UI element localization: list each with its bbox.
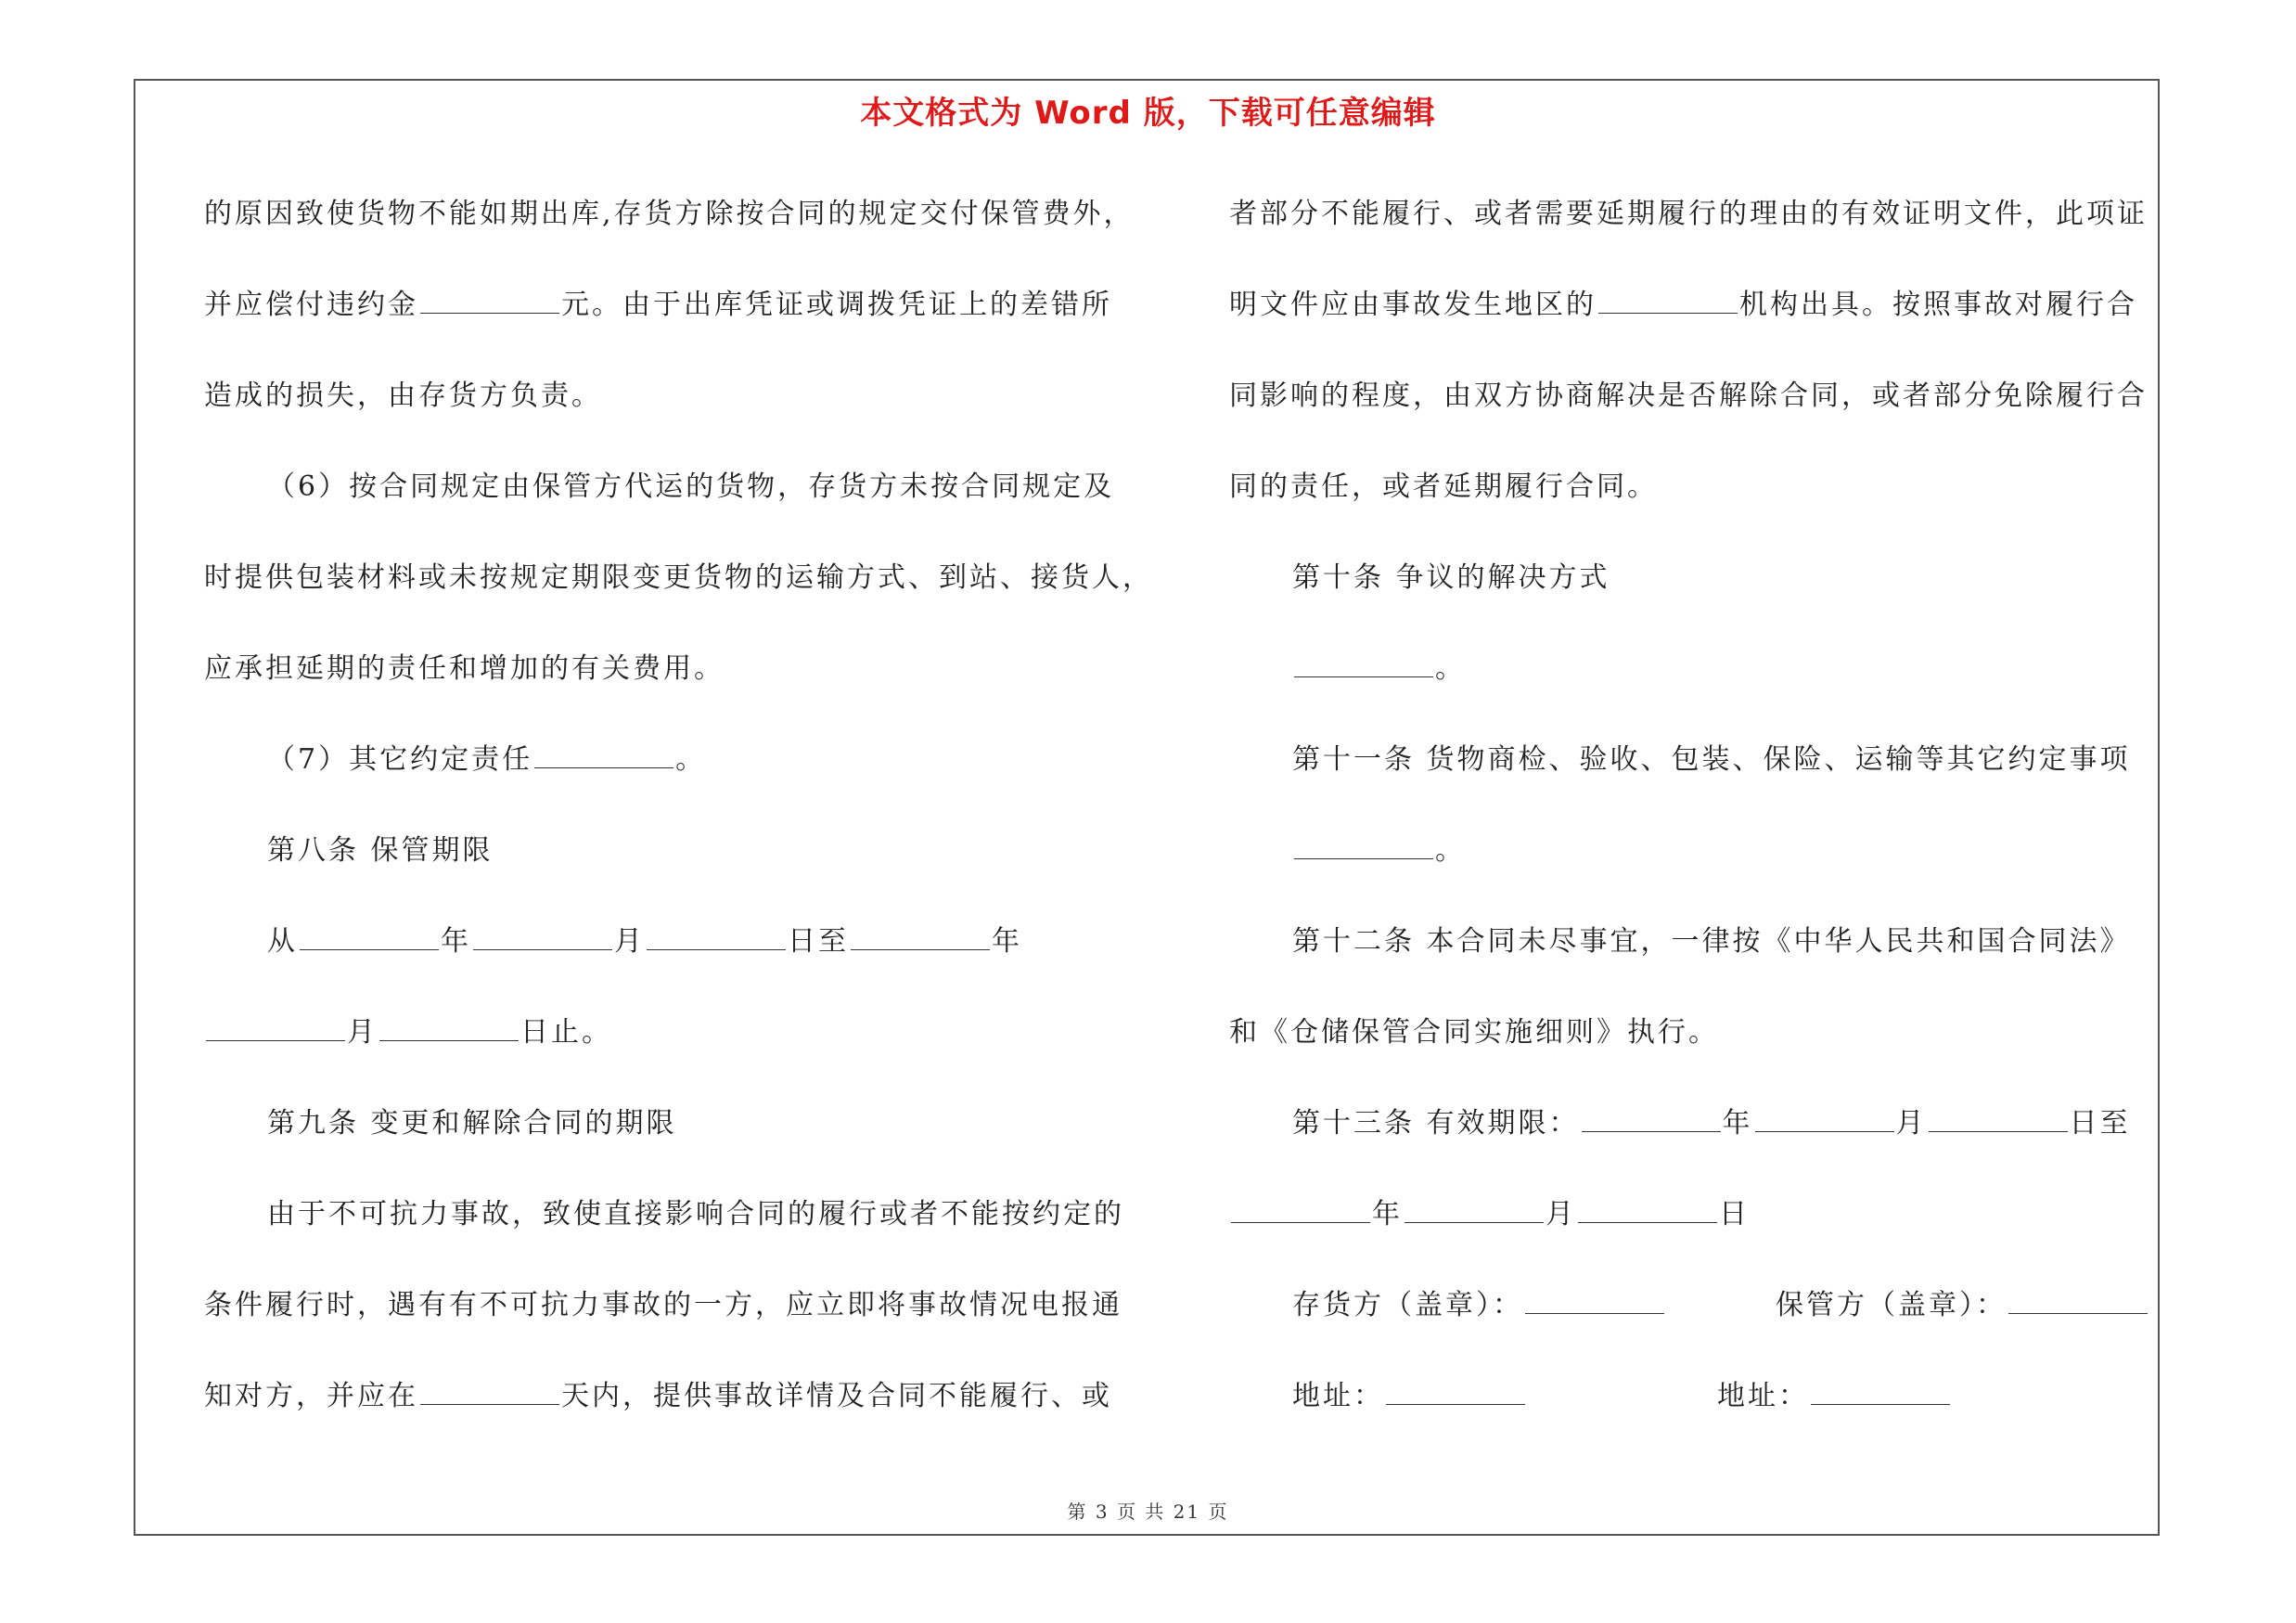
text-segment: 年 bbox=[992, 925, 1022, 958]
text-segment: 从 bbox=[267, 925, 298, 958]
signature-row bbox=[1229, 1272, 2157, 1363]
fill-in-blank[interactable] bbox=[379, 1020, 519, 1041]
fill-in-blank[interactable] bbox=[1929, 1111, 2068, 1132]
text-line bbox=[204, 727, 1169, 818]
text-segment: 和《仓储保管合同实施细则》执行。 bbox=[1229, 1016, 1719, 1049]
address-row bbox=[1229, 1363, 2157, 1454]
text-line bbox=[204, 1272, 1169, 1363]
fill-in-blank[interactable] bbox=[851, 929, 990, 950]
custodian-address bbox=[1717, 1363, 1952, 1454]
text-line bbox=[1229, 1181, 2157, 1272]
fill-in-blank[interactable] bbox=[420, 1384, 559, 1405]
text-segment: 第九条 变更和解除合同的期限 bbox=[267, 1107, 677, 1140]
text-segment: 第十一条 货物商检、验收、包装、保险、运输等其它约定事项 bbox=[1292, 743, 2131, 776]
fill-in-blank[interactable] bbox=[300, 929, 439, 950]
fill-in-blank[interactable] bbox=[647, 929, 786, 950]
text-segment: 者部分不能履行、或者需要延期履行的理由的有效证明文件，此项证 bbox=[1229, 198, 2148, 230]
text-segment: 日至 bbox=[2069, 1107, 2131, 1140]
right-column bbox=[1229, 181, 2157, 1454]
text-segment: （7）其它约定责任 bbox=[267, 743, 533, 776]
fill-in-blank[interactable] bbox=[534, 747, 673, 768]
address-label: 地址： bbox=[1292, 1380, 1384, 1412]
text-line bbox=[204, 908, 1169, 999]
text-segment: 日 bbox=[1719, 1198, 1750, 1230]
text-segment: 年 bbox=[1722, 1107, 1753, 1140]
fill-in-blank[interactable] bbox=[1294, 838, 1433, 859]
fill-in-blank[interactable] bbox=[1578, 1202, 1717, 1223]
text-segment: （6）按合同规定由保管方代运的货物，存货方未按合同规定及 bbox=[267, 470, 1115, 503]
text-line bbox=[204, 272, 1169, 363]
text-segment: 第八条 保管期限 bbox=[267, 834, 494, 867]
text-segment: 月 bbox=[1546, 1198, 1576, 1230]
text-segment: 元。由于出库凭证或调拨凭证上的差错所 bbox=[561, 289, 1112, 321]
text-line bbox=[1229, 181, 2157, 272]
text-line bbox=[204, 363, 1169, 454]
text-segment: 条件履行时，遇有有不可抗力事故的一方，应立即将事故情况电报通 bbox=[204, 1289, 1122, 1321]
text-line bbox=[1229, 818, 2157, 908]
text-segment: 。 bbox=[1435, 652, 1466, 685]
text-segment: 同的责任，或者延期履行合同。 bbox=[1229, 470, 1658, 503]
fill-in-blank[interactable] bbox=[1405, 1202, 1544, 1223]
text-line bbox=[204, 1363, 1169, 1454]
text-segment: 第十条 争议的解决方式 bbox=[1292, 561, 1610, 594]
text-line bbox=[204, 1181, 1169, 1272]
text-segment: 。 bbox=[675, 743, 707, 776]
custodian-address-blank[interactable] bbox=[1811, 1384, 1950, 1405]
text-line bbox=[204, 1090, 1169, 1181]
text-segment: 同影响的程度，由双方协商解决是否解除合同，或者部分免除履行合 bbox=[1229, 380, 2148, 412]
text-segment: 造成的损失，由存货方负责。 bbox=[204, 380, 602, 412]
text-segment: 并应偿付违约金 bbox=[204, 289, 418, 321]
custodian-label: 保管方（盖章）： bbox=[1776, 1289, 2007, 1321]
text-line bbox=[204, 454, 1169, 545]
fill-in-blank[interactable] bbox=[1231, 1202, 1370, 1223]
custodian-signature bbox=[1776, 1272, 2149, 1363]
word-format-banner: 本文格式为 Word 版，下载可任意编辑 bbox=[860, 95, 1436, 132]
text-segment: 日止。 bbox=[520, 1016, 612, 1049]
fill-in-blank[interactable] bbox=[1598, 292, 1738, 314]
text-segment: 知对方，并应在 bbox=[204, 1380, 418, 1412]
fill-in-blank[interactable] bbox=[420, 292, 559, 314]
depositor-address bbox=[1292, 1363, 1527, 1454]
fill-in-blank[interactable] bbox=[473, 929, 612, 950]
custodian-blank[interactable] bbox=[2008, 1293, 2148, 1314]
text-segment: 日至 bbox=[788, 925, 849, 958]
text-line bbox=[204, 545, 1169, 636]
text-line bbox=[1229, 727, 2157, 818]
text-line bbox=[204, 818, 1169, 908]
text-segment: 应承担延期的责任和增加的有关费用。 bbox=[204, 652, 725, 685]
fill-in-blank[interactable] bbox=[1582, 1111, 1721, 1132]
text-line bbox=[1229, 999, 2157, 1090]
text-segment: 时提供包装材料或未按规定期限变更货物的运输方式、到站、接货人， bbox=[204, 561, 1153, 594]
address-label: 地址： bbox=[1717, 1380, 1809, 1412]
text-segment: 机构出具。按照事故对履行合 bbox=[1739, 289, 2137, 321]
text-segment: 第十三条 有效期限： bbox=[1292, 1107, 1580, 1140]
text-segment: 。 bbox=[1435, 834, 1466, 867]
fill-in-blank[interactable] bbox=[206, 1020, 345, 1041]
text-line bbox=[1229, 636, 2157, 727]
text-segment: 月 bbox=[1895, 1107, 1927, 1140]
left-column bbox=[204, 181, 1169, 1454]
depositor-blank[interactable] bbox=[1525, 1293, 1664, 1314]
fill-in-blank[interactable] bbox=[1755, 1111, 1894, 1132]
text-line bbox=[1229, 454, 2157, 545]
text-line bbox=[1229, 545, 2157, 636]
page-footer: 第 3 页 共 21 页 bbox=[1067, 1501, 1229, 1523]
text-line bbox=[1229, 1090, 2157, 1181]
text-segment: 年 bbox=[441, 925, 471, 958]
depositor-address-blank[interactable] bbox=[1386, 1384, 1525, 1405]
text-line bbox=[1229, 908, 2157, 999]
text-segment: 第十二条 本合同未尽事宜，一律按《中华人民共和国合同法》 bbox=[1292, 925, 2131, 958]
text-line bbox=[204, 999, 1169, 1090]
depositor-label: 存货方（盖章）： bbox=[1292, 1289, 1523, 1321]
text-segment: 天内，提供事故详情及合同不能履行、或 bbox=[561, 1380, 1112, 1412]
text-line bbox=[1229, 272, 2157, 363]
text-line bbox=[1229, 363, 2157, 454]
text-segment: 年 bbox=[1372, 1198, 1403, 1230]
text-segment: 由于不可抗力事故，致使直接影响合同的履行或者不能按约定的 bbox=[267, 1198, 1124, 1230]
text-line bbox=[204, 636, 1169, 727]
text-segment: 的原因致使货物不能如期出库,存货方除按合同的规定交付保管费外， bbox=[204, 198, 1135, 230]
text-segment: 月 bbox=[614, 925, 645, 958]
fill-in-blank[interactable] bbox=[1294, 656, 1433, 677]
depositor-signature bbox=[1292, 1272, 1666, 1363]
text-line bbox=[204, 181, 1169, 272]
text-segment: 月 bbox=[347, 1016, 378, 1049]
text-segment: 明文件应由事故发生地区的 bbox=[1229, 289, 1597, 321]
